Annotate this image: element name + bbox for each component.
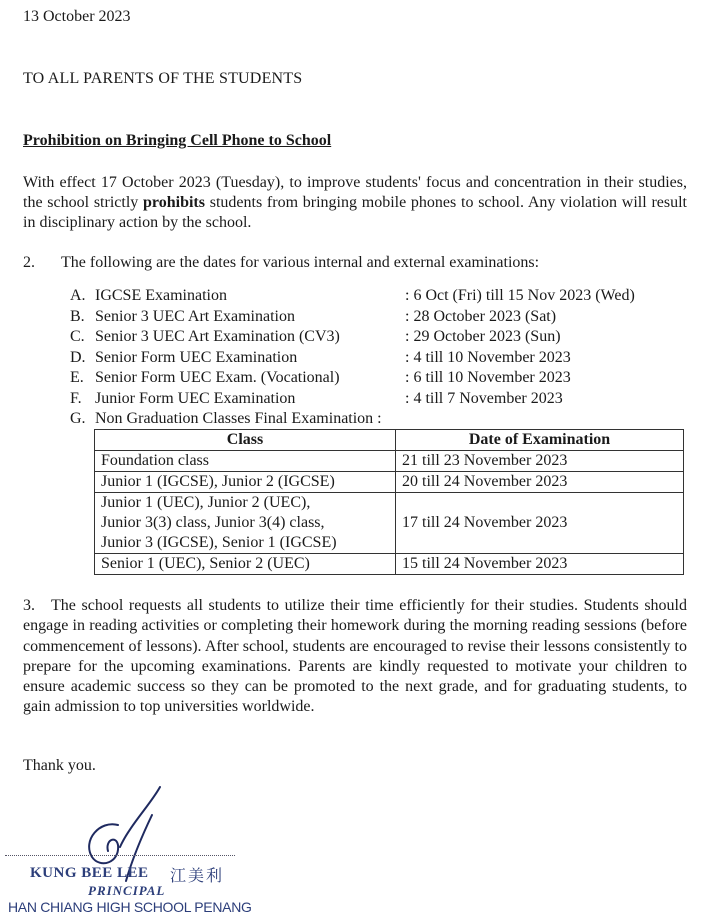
addressee: TO ALL PARENTS OF THE STUDENTS [23,70,303,87]
class-line: Foundation class [101,452,209,469]
date-cell: 17 till 24 November 2023 [396,493,684,554]
exam-date: : 6 Oct (Fri) till 15 Nov 2023 (Wed) [405,287,635,304]
exam-name: IGCSE Examination [95,287,227,304]
exam-name: Non Graduation Classes Final Examination : [95,410,382,427]
paragraph-1-bold: prohibits [143,194,205,211]
exam-letter: A. [70,287,86,304]
exam-date: : 6 till 10 November 2023 [405,369,571,386]
exam-letter: C. [70,328,85,345]
class-cell [95,554,396,575]
exam-letter: E. [70,369,84,386]
class-cell [95,493,396,554]
class-cell [95,472,396,493]
date-cell: 20 till 24 November 2023 [396,472,684,493]
letter-title: Prohibition on Bringing Cell Phone to School [23,132,332,149]
exam-letter: G. [70,410,86,427]
exam-letter: B. [70,307,85,325]
table-row [95,472,684,493]
exam-date: : 4 till 10 November 2023 [405,348,571,366]
signature-block [0,785,300,923]
exam-schedule-table [94,429,684,575]
closing: Thank you. [23,757,96,774]
exam-date: : 28 October 2023 (Sat) [405,307,557,325]
class-line: Junior 1 (UEC), Junior 2 (UEC), [101,494,311,511]
paragraph-1-start: With effect 17 October 2023 (Tuesday), to improve students' focus and concentration in their studies, the school strictly [23,174,687,211]
school-name: HAN CHIANG HIGH SCHOOL PENANG [8,899,252,915]
principal-chinese-name: 江美利 [170,868,225,885]
date-cell: 15 till 24 November 2023 [396,554,684,575]
column-header-date: Date of Examination [396,430,684,451]
paragraph-2-text: The following are the dates for various internal and external examinations: [61,254,540,271]
exam-name: Senior Form UEC Examination [95,348,298,366]
class-cell [95,451,396,472]
column-header-class: Class [95,430,396,451]
class-line: Senior 1 (UEC), Senior 2 (UEC) [101,555,310,572]
class-line: Junior 3(3) class, Junior 3(4) class, [101,514,325,531]
paragraph-1-end: students from bringing mobile phones to school. Any violation will result in disciplinary action by the school. [23,194,687,231]
exam-name: Senior 3 UEC Art Examination [95,307,295,325]
exam-name: Senior 3 UEC Art Examination (CV3) [95,328,340,345]
class-line: Junior 1 (IGCSE), Junior 2 (IGCSE) [101,473,335,490]
exam-letter: D. [70,348,86,366]
class-line: Junior 3 (IGCSE), Senior 1 (IGCSE) [101,534,337,551]
exam-name: Junior Form UEC Examination [95,389,296,407]
exam-date: : 29 October 2023 (Sun) [405,328,561,345]
letter-date: 13 October 2023 [23,8,131,25]
paragraph-1 [23,173,687,233]
principal-role: PRINCIPAL [88,883,166,898]
stamp-divider [5,855,235,856]
table-row [95,554,684,575]
principal-name: KUNG BEE LEE [30,865,149,881]
table-header-row [95,430,684,451]
paragraph-3: 3. The school requests all students to utilize their time efficiently for their studies. Students should engage in reading activities or completing their homework during the morning reading sessions (before commencement of lessons). After school, students are encouraged to revise their lessons consistently to prepare for the upcoming examinations. Parents are kindly requested to motivate your children to ensure academic success so they can be promoted to the next grade, and for graduating students, to gain admission to top universities worldwide. [23,597,687,716]
table-row [95,451,684,472]
table-row [95,493,684,554]
paragraph-2-number: 2. [23,254,35,271]
date-cell: 21 till 23 November 2023 [396,451,684,472]
exam-date: : 4 till 7 November 2023 [405,389,563,407]
exam-name: Senior Form UEC Exam. (Vocational) [95,369,340,386]
exam-letter: F. [70,389,82,407]
